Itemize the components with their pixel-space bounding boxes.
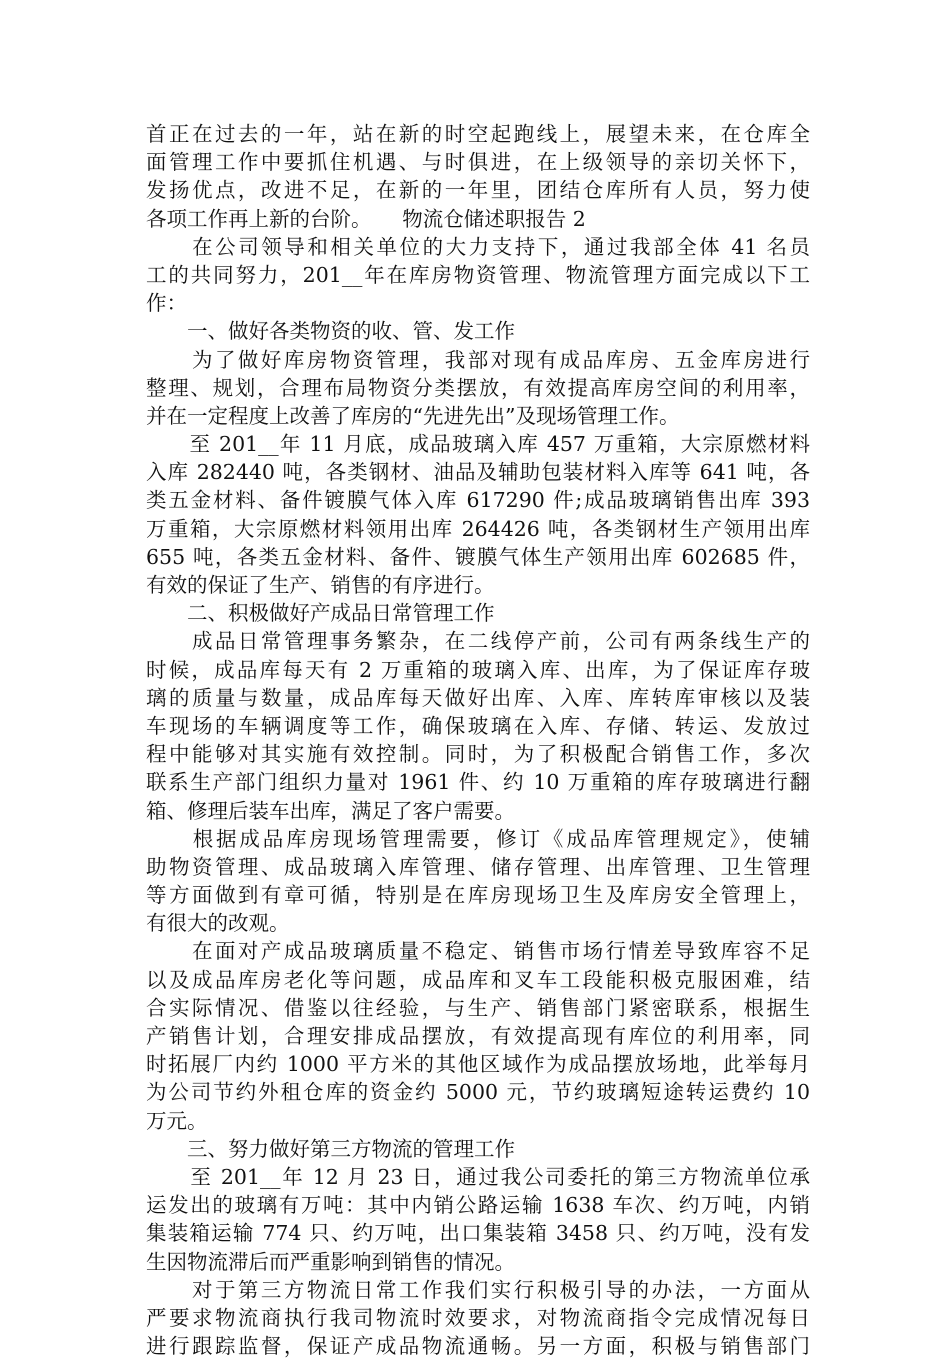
- text-line: 面管理工作中要抓住机遇、与时俱进，在上级领导的亲切关怀下，: [146, 150, 810, 175]
- text-line: 以及成品库房老化等问题，成品库和叉车工段能积极克服困难，结: [146, 967, 810, 992]
- text-line: 整理、规划，合理布局物资分类摆放，有效提高库房空间的利用率，: [146, 375, 810, 400]
- text-line: 联系生产部门组织力量对 1961 件、约 10 万重箱的库存玻璃进行翻: [146, 770, 810, 795]
- text-line: 箱、修理后装车出库，满足了客户需要。: [146, 798, 515, 823]
- text-line: 作：: [146, 291, 187, 316]
- text-line: 产销售计划，合理安排成品摆放，有效提高现有库位的利用率，同: [146, 1024, 810, 1048]
- text-line: 在公司领导和相关单位的大力支持下，通过我部全体 41 名员: [146, 234, 810, 259]
- text-line: 运发出的玻璃有万吨：其中内销公路运输 1638 车次、约万吨，内销: [146, 1193, 810, 1218]
- text-line: 严要求物流商执行我司物流时效要求，对物流商指令完成情况每日: [146, 1305, 810, 1330]
- section-heading: 二、积极做好产成品日常管理工作: [146, 601, 495, 626]
- text-line: 有效的保证了生产、销售的有序进行。: [146, 573, 495, 597]
- text-line: 进行跟踪监督，保证产成品物流通畅。另一方面，积极与销售部门: [146, 1334, 810, 1359]
- section-heading: 一、做好各类物资的收、管、发工作: [146, 319, 515, 344]
- text-line: 并在一定程度上改善了库房的“先进先出”及现场管理工作。: [146, 403, 680, 428]
- text-line: 生因物流滞后而严重影响到销售的情况。: [146, 1249, 515, 1274]
- text-line: 入库 282440 吨，各类钢材、油品及辅助包装材料入库等 641 吨，各: [146, 460, 810, 485]
- text-line: 为公司节约外租仓库的资金约 5000 元，节约玻璃短途转运费约 10: [146, 1080, 810, 1105]
- text-line: 助物资管理、成品玻璃入库管理、储存管理、出库管理、卫生管理: [146, 854, 810, 879]
- text-line: 类五金材料、备件镀膜气体入库 617290 件;成品玻璃销售出库 393: [146, 488, 810, 513]
- text-line: 至 201__年 11 月底，成品玻璃入库 457 万重箱，大宗原燃材料: [146, 432, 810, 457]
- text-line: 为了做好库房物资管理，我部对现有成品库房、五金库房进行: [146, 347, 810, 372]
- text-line: 集装箱运输 774 只、约万吨，出口集装箱 3458 只、约万吨，没有发: [146, 1221, 810, 1246]
- text-line: 655 吨，各类五金材料、备件、镀膜气体生产领用出库 602685 件，: [146, 544, 810, 569]
- text-line: 各项工作再上新的台阶。 物流仓储述职报告 2: [146, 206, 586, 231]
- text-line: 成品日常管理事务繁杂，在二线停产前，公司有两条线生产的: [146, 629, 810, 654]
- text-line: 合实际情况、借鉴以往经验，与生产、销售部门紧密联系，根据生: [146, 995, 810, 1020]
- text-line: 发扬优点，改进不足，在新的一年里，团结仓库所有人员，努力使: [146, 178, 810, 203]
- text-line: 工的共同努力，201__年在库房物资管理、物流管理方面完成以下工: [146, 262, 810, 287]
- text-line: 万重箱，大宗原燃材料领用出库 264426 吨，各类钢材生产领用出库: [146, 516, 810, 541]
- text-line: 时候，成品库每天有 2 万重箱的玻璃入库、出库，为了保证库存玻: [146, 657, 810, 682]
- text-line: 程中能够对其实施有效控制。同时，为了积极配合销售工作，多次: [146, 742, 810, 767]
- section-heading: 三、努力做好第三方物流的管理工作: [146, 1136, 515, 1161]
- text-line: 对于第三方物流日常工作我们实行积极引导的办法，一方面从: [146, 1277, 810, 1302]
- text-line: 至 201__年 12 月 23 日，通过我公司委托的第三方物流单位承: [146, 1164, 810, 1189]
- text-line: 首正在过去的一年，站在新的时空起跑线上，展望未来，在仓库全: [146, 122, 810, 146]
- text-line: 璃的质量与数量，成品库每天做好出库、入库、库转库审核以及装: [146, 685, 810, 710]
- text-line: 根据成品库房现场管理需要，修订《成品库管理规定》，使辅: [146, 826, 810, 851]
- text-line: 万元。: [146, 1108, 208, 1133]
- text-line: 等方面做到有章可循，特别是在库房现场卫生及库房安全管理上，: [146, 883, 810, 908]
- text-line: 在面对产成品玻璃质量不稳定、销售市场行情差导致库容不足: [146, 939, 810, 964]
- text-line: 有很大的改观。: [146, 911, 290, 936]
- document-page: [146, 120, 810, 1360]
- text-line: 时拓展厂内约 1000 平方米的其他区域作为成品摆放场地，此举每月: [146, 1052, 810, 1077]
- text-line: 车现场的车辆调度等工作，确保玻璃在入库、存储、转运、发放过: [146, 713, 810, 738]
